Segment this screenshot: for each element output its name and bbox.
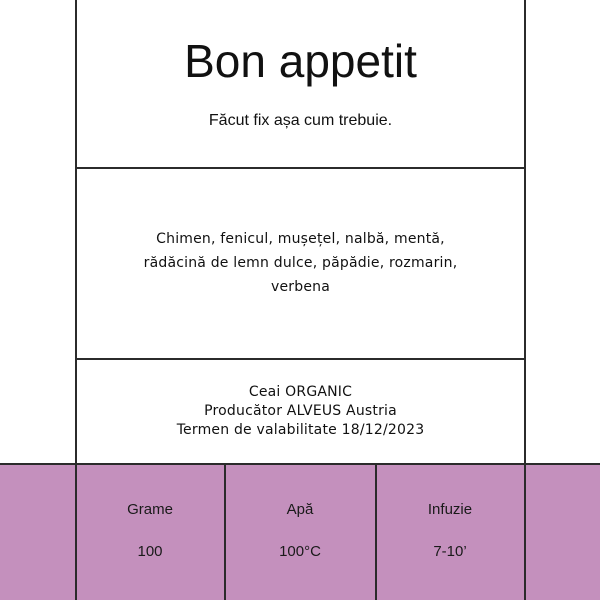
page-title: Bon appetit <box>184 34 417 87</box>
spec-label: Infuzie <box>427 501 473 518</box>
spec-cell-grams <box>75 463 225 600</box>
spec-value: 100°C <box>279 543 321 560</box>
spec-value: 100 <box>137 543 163 560</box>
header-section <box>77 0 524 167</box>
info-line-expiry: Termen de valabilitate 18/12/2023 <box>176 421 425 438</box>
spec-cell-water <box>225 463 375 600</box>
spec-label: Apă <box>286 501 314 518</box>
ingredients-line: verbena <box>270 279 330 295</box>
spec-value: 7-10’ <box>433 543 467 560</box>
spec-label: Grame <box>127 501 173 518</box>
ingredients-line: rădăcină de lemn dulce, păpădie, rozmarin, <box>143 255 458 271</box>
ingredients-line: Chimen, fenicul, mușețel, nalbă, mentă, <box>156 231 445 247</box>
spec-cell-infusion <box>375 463 525 600</box>
info-section <box>77 359 524 463</box>
page-subtitle: Făcut fix așa cum trebuie. <box>208 111 393 129</box>
ingredients-text <box>144 227 458 299</box>
info-line-type: Ceai ORGANIC <box>248 383 353 400</box>
info-line-producer: Producător ALVEUS Austria <box>204 402 397 419</box>
info-text <box>177 383 425 440</box>
ingredients-section <box>77 168 524 358</box>
